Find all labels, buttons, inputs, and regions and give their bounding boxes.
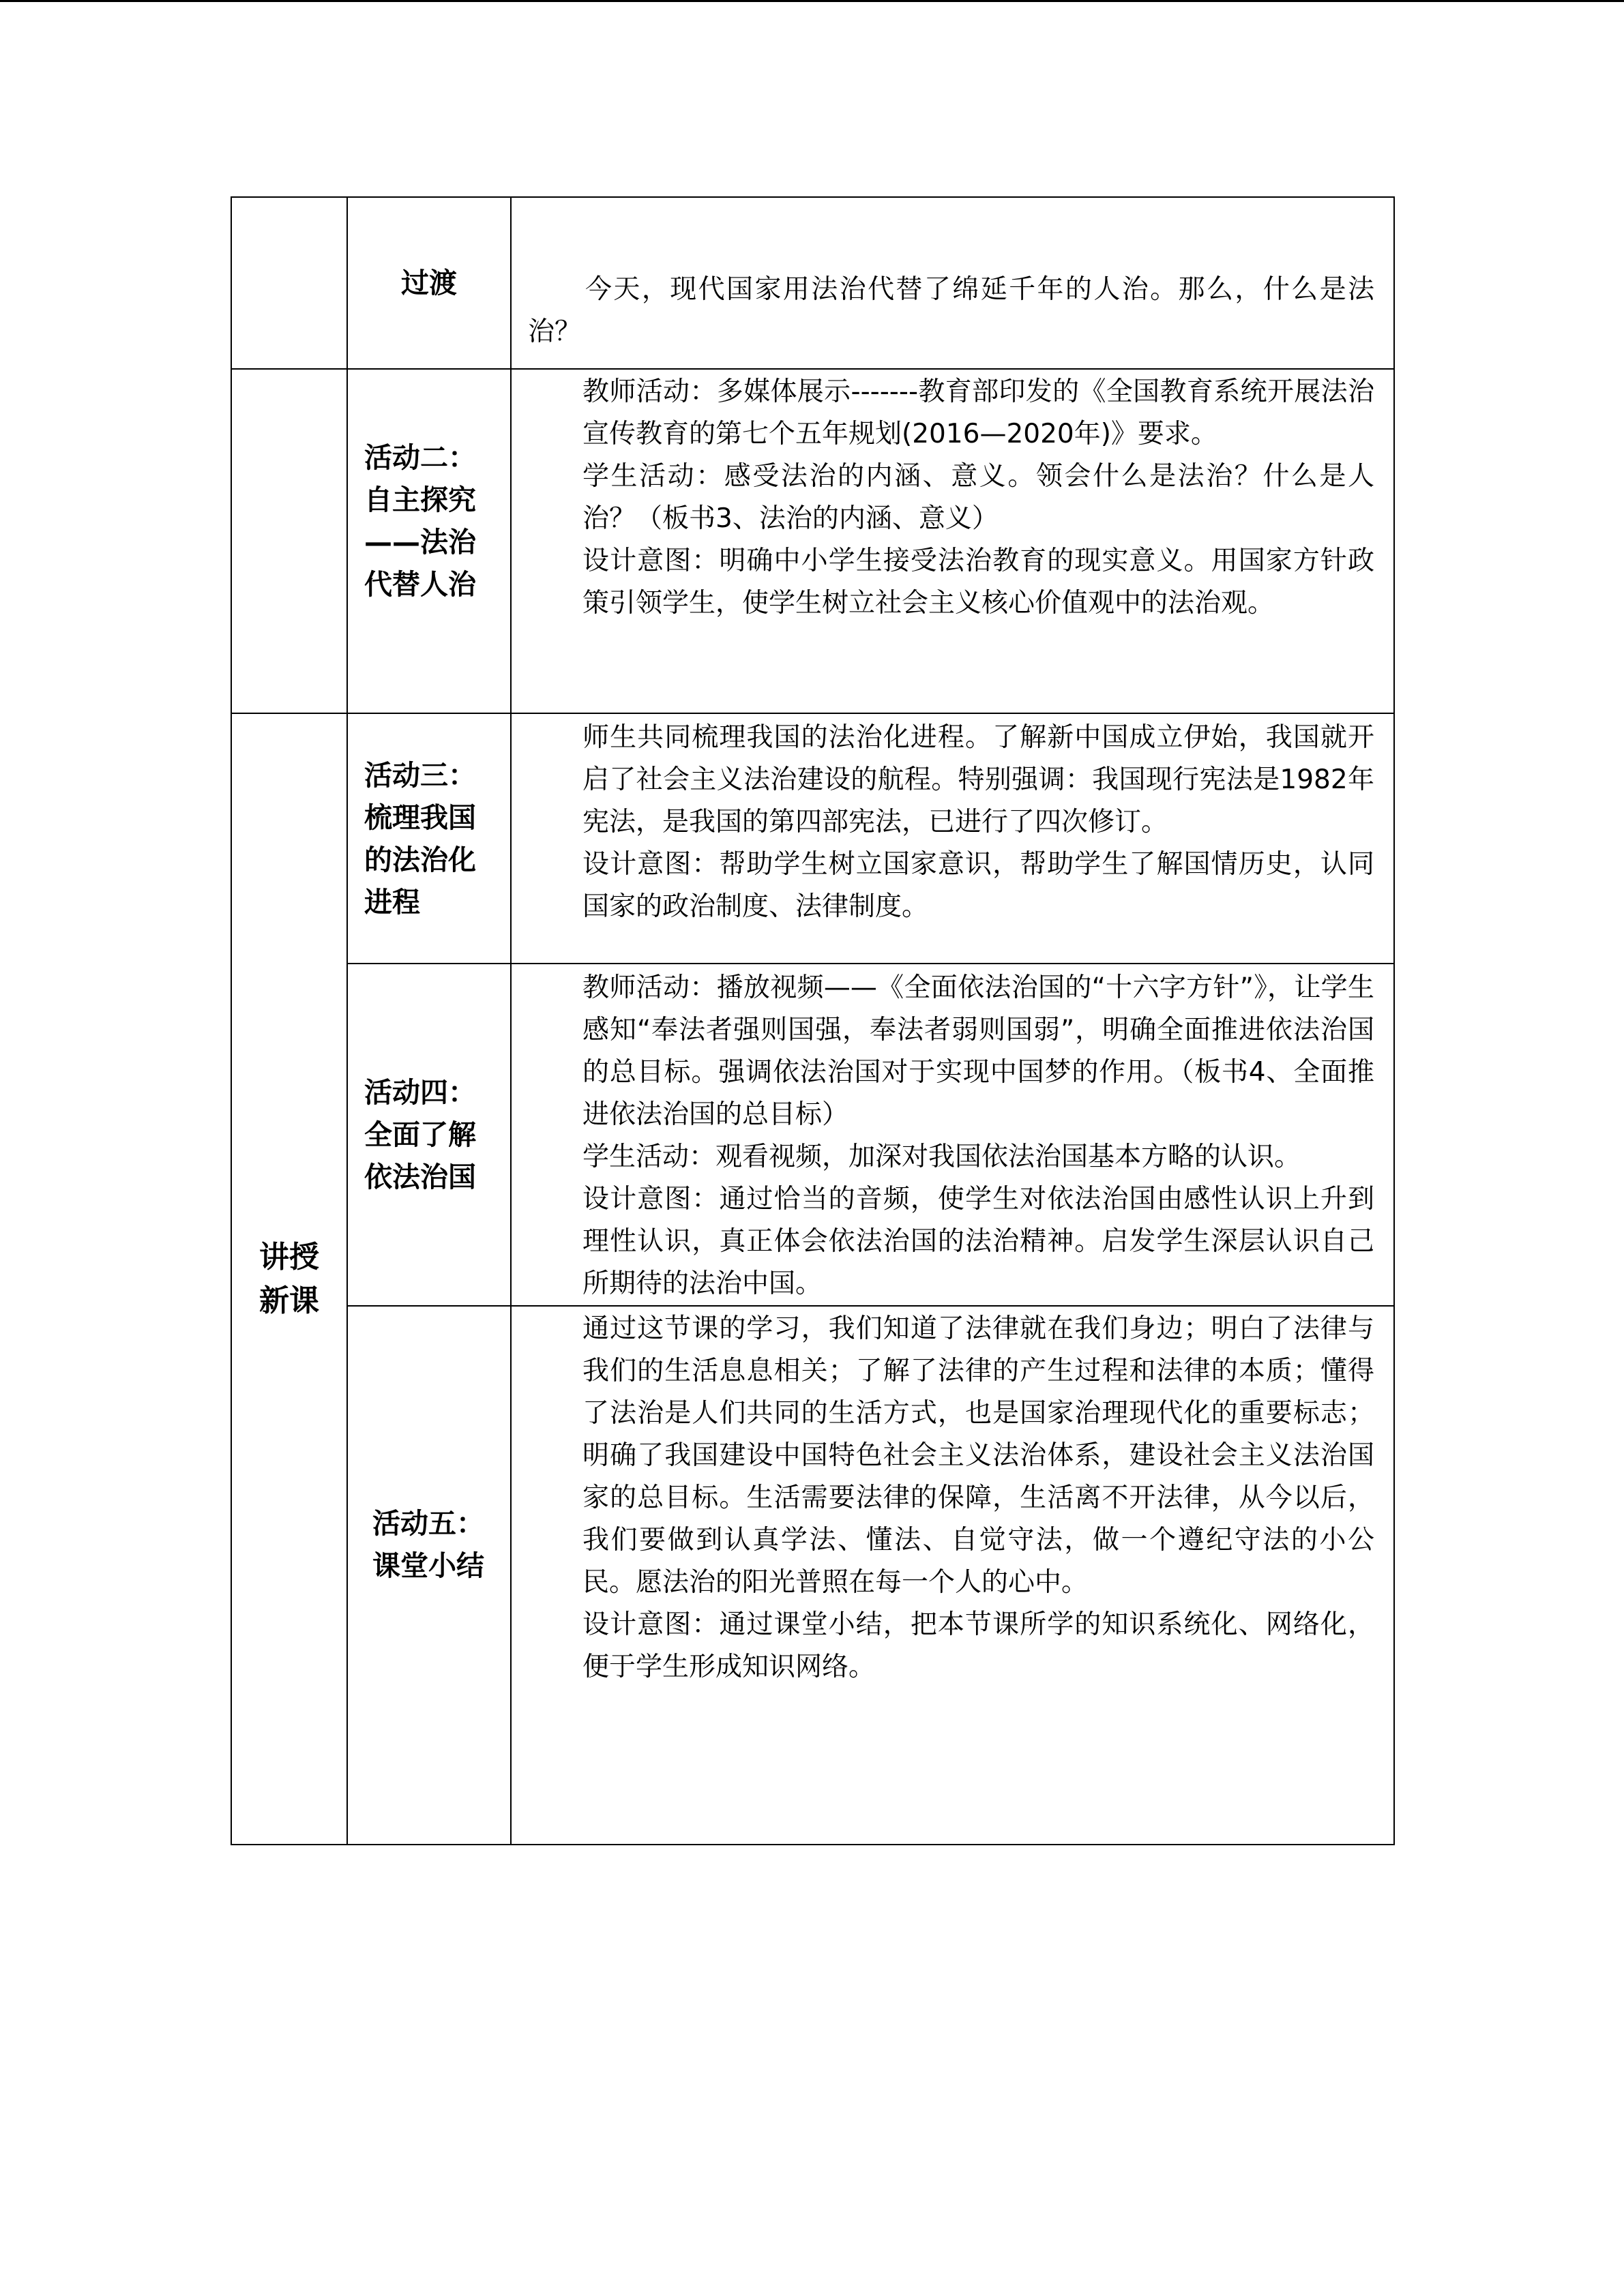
table-row-activity-4 bbox=[231, 964, 1394, 1306]
section-label: 讲授 新课 bbox=[259, 1239, 319, 1318]
section-cell bbox=[231, 713, 347, 1845]
content-paragraph: 通过这节课的学习，我们知道了法律就在我们身边；明白了法律与我们的生活息息相关；了解了法律的产生过程和法律的本质；懂得了法治是人们共同的生活方式，也是国家治理现代化的重要标志；明确了我国建设中国特色社会主义法治体系，建设社会主义法治国家的总目标。生活需要法律的保障，生活离不开法律，从今以后，我们要做到认真学法、懂法、自觉守法，做一个遵纪守法的小公民。愿法治的阳光普照在每一个人的心中。 bbox=[582, 1313, 1374, 1598]
activity-label: 活动四： 全面了解 依法治国 bbox=[364, 1076, 476, 1193]
table-row-transition bbox=[231, 197, 1394, 369]
lesson-plan-table bbox=[231, 196, 1395, 1845]
content-paragraph: 教师活动：多媒体展示-------教育部印发的《全国教育系统开展法治宣传教育的第七个五年规划(2016—2020年)》要求。 bbox=[582, 376, 1374, 449]
activity-label: 过渡 bbox=[401, 267, 457, 299]
activity-content-cell bbox=[511, 964, 1394, 1306]
section-cell-empty bbox=[231, 197, 347, 369]
activity-label-cell bbox=[347, 713, 511, 964]
activity-label: 活动五： 课堂小结 bbox=[372, 1507, 484, 1582]
activity-label: 活动三： 梳理我国 的法治化 进程 bbox=[364, 758, 476, 919]
activity-label-cell bbox=[347, 197, 511, 369]
content-paragraph: 师生共同梳理我国的法治化进程。了解新中国成立伊始，我国就开启了社会主义法治建设的航程。特别强调：我国现行宪法是1982年宪法，是我国的第四部宪法，已进行了四次修订。 bbox=[582, 722, 1374, 837]
section-cell-empty bbox=[231, 369, 347, 713]
content-paragraph: 设计意图：帮助学生树立国家意识，帮助学生了解国情历史，认同国家的政治制度、法律制度。 bbox=[582, 849, 1374, 922]
activity-label-cell bbox=[347, 964, 511, 1306]
table-row-activity-2 bbox=[231, 369, 1394, 713]
activity-content-cell bbox=[511, 713, 1394, 964]
content-paragraph: 今天，现代国家用法治代替了绵延千年的人治。那么，什么是法治？ bbox=[528, 274, 1374, 347]
activity-content-cell bbox=[511, 1306, 1394, 1845]
activity-label-cell bbox=[347, 1306, 511, 1845]
activity-content-cell bbox=[511, 369, 1394, 713]
page-top-border bbox=[0, 0, 1624, 2]
activity-content-cell bbox=[511, 197, 1394, 369]
content-paragraph: 设计意图：通过恰当的音频，使学生对依法治国由感性认识上升到理性认识，真正体会依法治国的法治精神。启发学生深层认识自己所期待的法治中国。 bbox=[582, 1184, 1374, 1299]
content-paragraph: 学生活动：感受法治的内涵、意义。领会什么是法治？什么是人治？（板书3、法治的内涵、意义） bbox=[582, 461, 1374, 534]
content-paragraph: 教师活动：播放视频——《全面依法治国的“十六字方针”》，让学生感知“奉法者强则国强，奉法者弱则国弱”，明确全面推进依法治国的总目标。强调依法治国对于实现中国梦的作用。（板书4、全面推进依法治国的总目标） bbox=[582, 972, 1374, 1130]
content-paragraph: 设计意图：明确中小学生接受法治教育的现实意义。用国家方针政策引领学生，使学生树立社会主义核心价值观中的法治观。 bbox=[582, 546, 1374, 618]
activity-label-cell bbox=[347, 369, 511, 713]
table-row-activity-3 bbox=[231, 713, 1394, 964]
activity-label: 活动二： 自主探究 ——法治 代替人治 bbox=[364, 441, 476, 601]
table-row-activity-5 bbox=[231, 1306, 1394, 1845]
content-paragraph: 学生活动：观看视频，加深对我国依法治国基本方略的认识。 bbox=[582, 1142, 1301, 1172]
content-paragraph: 设计意图：通过课堂小结，把本节课所学的知识系统化、网络化，便于学生形成知识网络。 bbox=[582, 1609, 1374, 1682]
